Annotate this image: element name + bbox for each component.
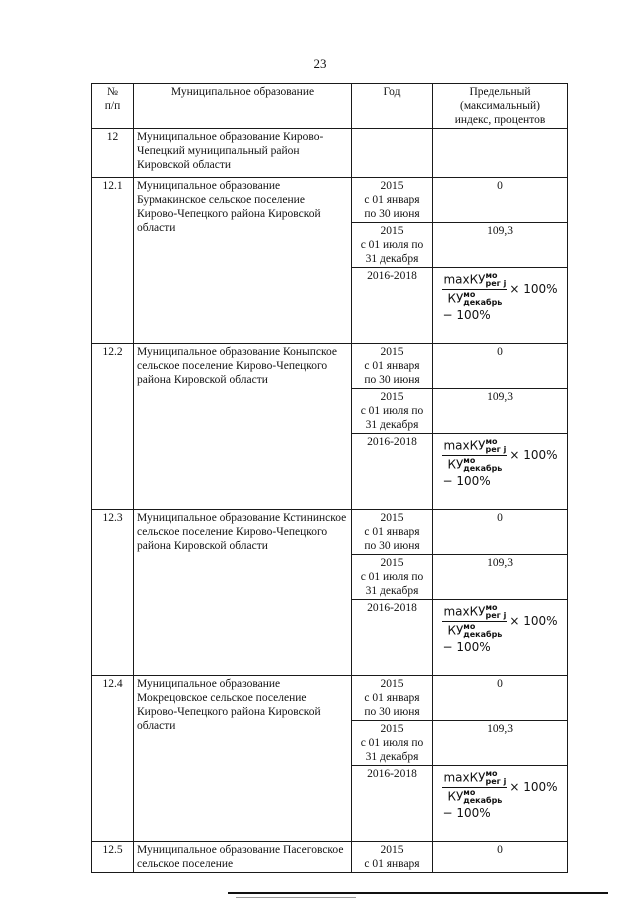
- formula-denominator-scripts: [463, 457, 502, 473]
- index-formula-cell: [433, 434, 568, 510]
- formula-denominator-scripts: [463, 789, 502, 805]
- index-formula: [442, 770, 557, 820]
- index-value: 0: [433, 344, 568, 389]
- index-formula: [442, 272, 557, 322]
- formula-denominator-sup: мо: [463, 456, 476, 465]
- formula-numerator: [442, 604, 507, 622]
- index-value: 109,3: [433, 555, 568, 600]
- formula-numerator: [442, 438, 507, 456]
- index-value: 109,3: [433, 721, 568, 766]
- municipality-name: Муниципальное образование Мокрецовское сельское поселение Кирово-Чепецкого района Кировской области: [134, 676, 352, 842]
- formula-numerator-sub: рег j: [485, 611, 507, 620]
- formula-times: × 100%: [509, 282, 558, 296]
- footer-rule-thin: [236, 897, 356, 898]
- header-municipality: Муниципальное образование: [134, 84, 352, 129]
- period-year: 2015 с 01 января: [352, 842, 433, 873]
- formula-numerator: [442, 272, 507, 290]
- table-row: [92, 676, 568, 721]
- index-value: 0: [433, 842, 568, 873]
- section-year-cell: [352, 129, 433, 178]
- formula-fraction: [442, 272, 507, 307]
- formula-numerator-scripts: [485, 770, 506, 786]
- formula-denominator-text: КУ: [447, 623, 464, 638]
- formula-numerator-sup: мо: [485, 769, 498, 778]
- formula-numerator-text: maxКУ: [443, 604, 486, 619]
- formula-denominator-sup: мо: [463, 788, 476, 797]
- formula-denominator-scripts: [463, 291, 502, 307]
- period-year: 2016-2018: [352, 434, 433, 510]
- formula-minus: − 100%: [442, 640, 491, 654]
- formula-denominator: [442, 622, 507, 639]
- formula-denominator-scripts: [463, 623, 502, 639]
- formula-denominator: [442, 456, 507, 473]
- index-formula-cell: [433, 600, 568, 676]
- table-row: [92, 178, 568, 223]
- period-year: 2015 с 01 января по 30 июня: [352, 676, 433, 721]
- period-year: 2016-2018: [352, 600, 433, 676]
- section-index-cell: [433, 129, 568, 178]
- index-value: 0: [433, 510, 568, 555]
- header-index: Предельный (максимальный) индекс, процентов: [433, 84, 568, 129]
- table-row: [92, 344, 568, 389]
- row-number: 12.4: [92, 676, 134, 842]
- municipality-name: Муниципальное образование Коныпское сельское поселение Кирово-Чепецкого района Кировской области: [134, 344, 352, 510]
- formula-numerator: [442, 770, 507, 788]
- formula-numerator-text: maxКУ: [443, 438, 486, 453]
- table-header-row: [92, 84, 568, 129]
- formula-denominator-sup: мо: [463, 290, 476, 299]
- formula-fraction: [442, 604, 507, 639]
- row-number: 12.2: [92, 344, 134, 510]
- formula-minus: − 100%: [442, 474, 491, 488]
- formula-denominator-text: КУ: [447, 291, 464, 306]
- formula-denominator-sub: декабрь: [463, 796, 503, 805]
- formula-times: × 100%: [509, 780, 558, 794]
- formula-minus: − 100%: [442, 806, 491, 820]
- formula-numerator-scripts: [485, 272, 506, 288]
- formula-denominator-sub: декабрь: [463, 464, 503, 473]
- row-number: 12.5: [92, 842, 134, 873]
- formula-denominator-sub: декабрь: [463, 298, 503, 307]
- period-year: 2015 с 01 июля по 31 декабря: [352, 721, 433, 766]
- formula-numerator-sub: рег j: [485, 279, 507, 288]
- tariff-index-table: [91, 83, 568, 873]
- formula-numerator-scripts: [485, 604, 506, 620]
- formula-times: × 100%: [509, 614, 558, 628]
- formula-fraction: [442, 770, 507, 805]
- page-number: 23: [313, 56, 327, 71]
- period-year: 2015 с 01 января по 30 июня: [352, 510, 433, 555]
- period-year: 2015 с 01 июля по 31 декабря: [352, 389, 433, 434]
- header-num: № п/п: [92, 84, 134, 129]
- formula-numerator-sub: рег j: [485, 445, 507, 454]
- formula-numerator-text: maxКУ: [443, 770, 486, 785]
- formula-numerator-sup: мо: [485, 271, 498, 280]
- header-year: Год: [352, 84, 433, 129]
- period-year: 2016-2018: [352, 766, 433, 842]
- index-formula: [442, 438, 557, 488]
- period-year: 2015 с 01 января по 30 июня: [352, 344, 433, 389]
- formula-numerator-scripts: [485, 438, 506, 454]
- section-row: [92, 129, 568, 178]
- municipality-name: Муниципальное образование Бурмакинское сельское поселение Кирово-Чепецкого района Кировской области: [134, 178, 352, 344]
- section-number: 12: [92, 129, 134, 178]
- formula-denominator-sub: декабрь: [463, 630, 503, 639]
- index-formula-cell: [433, 268, 568, 344]
- formula-numerator-sub: рег j: [485, 777, 507, 786]
- formula-denominator-sup: мо: [463, 622, 476, 631]
- period-year: 2015 с 01 июля по 31 декабря: [352, 555, 433, 600]
- period-year: 2016-2018: [352, 268, 433, 344]
- formula-numerator-text: maxКУ: [443, 272, 486, 287]
- index-value: 0: [433, 676, 568, 721]
- row-number: 12.3: [92, 510, 134, 676]
- formula-denominator-text: КУ: [447, 789, 464, 804]
- table-row: [92, 842, 568, 873]
- index-formula: [442, 604, 557, 654]
- table-row: [92, 510, 568, 555]
- formula-fraction: [442, 438, 507, 473]
- formula-minus: − 100%: [442, 308, 491, 322]
- municipality-name: Муниципальное образование Пасеговское сельское поселение: [134, 842, 352, 873]
- formula-denominator-text: КУ: [447, 457, 464, 472]
- formula-denominator: [442, 788, 507, 805]
- section-title: Муниципальное образование Кирово-Чепецкий муниципальный район Кировской области: [134, 129, 352, 178]
- period-year: 2015 с 01 июля по 31 декабря: [352, 223, 433, 268]
- index-value: 109,3: [433, 223, 568, 268]
- row-number: 12.1: [92, 178, 134, 344]
- formula-numerator-sup: мо: [485, 603, 498, 612]
- formula-times: × 100%: [509, 448, 558, 462]
- municipality-name: Муниципальное образование Кстининское сельское поселение Кирово-Чепецкого района Кировской области: [134, 510, 352, 676]
- formula-denominator: [442, 290, 507, 307]
- index-formula-cell: [433, 766, 568, 842]
- formula-numerator-sup: мо: [485, 437, 498, 446]
- index-value: 109,3: [433, 389, 568, 434]
- index-value: 0: [433, 178, 568, 223]
- footer-rule: [228, 892, 608, 894]
- period-year: 2015 с 01 января по 30 июня: [352, 178, 433, 223]
